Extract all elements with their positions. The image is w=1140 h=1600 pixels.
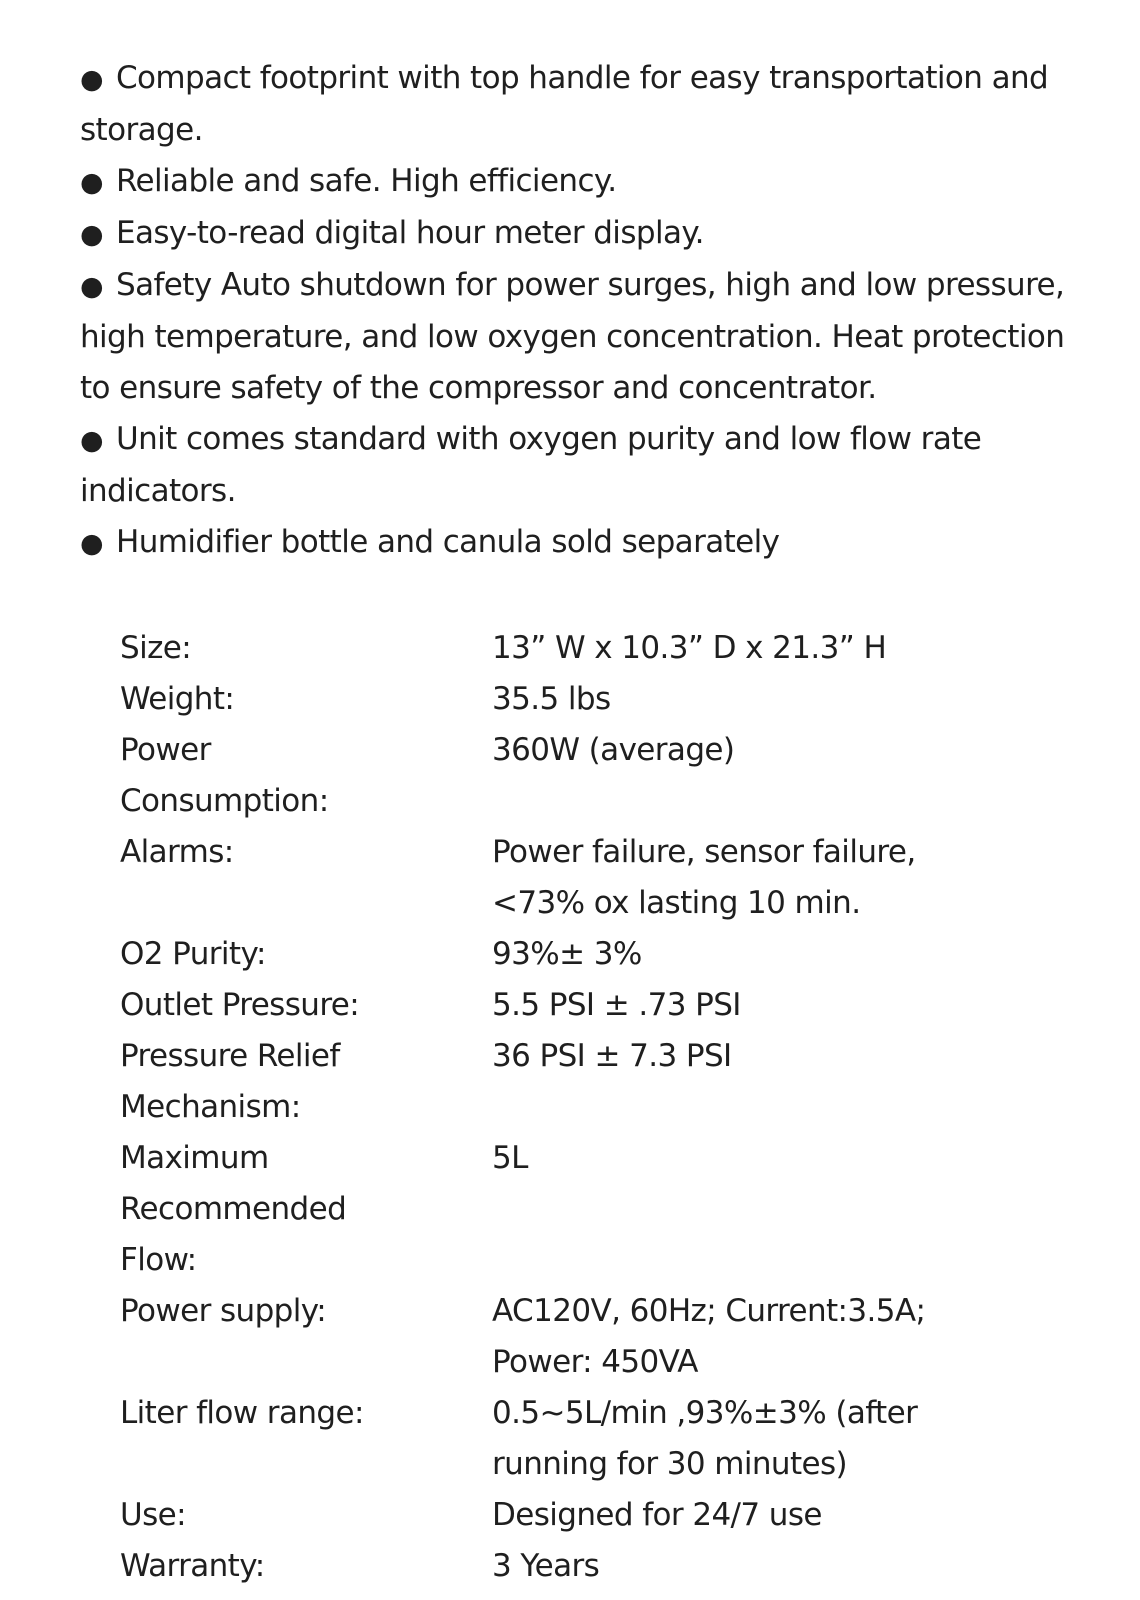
spec-row <box>120 929 962 980</box>
feature-list <box>80 53 1080 569</box>
spec-label: Power supply: <box>120 1293 327 1329</box>
feature-item <box>80 517 1080 569</box>
spec-row <box>120 1388 962 1490</box>
spec-label: Power Consumption: <box>120 732 329 819</box>
specifications-table <box>120 623 962 1592</box>
spec-row <box>120 1286 962 1388</box>
spec-label: Maximum Recommended Flow: <box>120 1140 347 1278</box>
feature-item <box>80 414 1080 517</box>
feature-text: Compact footprint with top handle for easy transportation and storage. <box>80 60 1049 148</box>
spec-value: 5L <box>492 1140 528 1176</box>
spec-row <box>120 1541 962 1592</box>
bullet-icon: ● <box>80 528 103 559</box>
spec-value: Designed for 24/7 use <box>492 1497 822 1533</box>
feature-item <box>80 53 1080 156</box>
feature-text: Safety Auto shutdown for power surges, high and low pressure, high temperature, and low oxygen concentration. Heat protection to ensure safety of the compressor and concentrator. <box>80 267 1065 406</box>
bullet-icon: ● <box>80 219 103 250</box>
spec-row <box>120 1490 962 1541</box>
spec-row <box>120 1133 962 1286</box>
spec-row <box>120 980 962 1031</box>
spec-row <box>120 1031 962 1133</box>
spec-label: Outlet Pressure: <box>120 987 360 1023</box>
spec-label: Weight: <box>120 681 235 717</box>
bullet-icon: ● <box>80 271 103 302</box>
spec-label: Pressure Relief Mechanism: <box>120 1038 340 1125</box>
product-description <box>80 53 1080 1592</box>
spec-row <box>120 674 962 725</box>
feature-item <box>80 156 1080 208</box>
spec-value: 13” W x 10.3” D x 21.3” H <box>492 630 887 666</box>
spec-value: 93%± 3% <box>492 936 642 972</box>
spec-value: 35.5 lbs <box>492 681 611 717</box>
spec-value: Power failure, sensor failure, <73% ox lasting 10 min. <box>492 834 916 921</box>
spec-value: 0.5~5L/min ,93%±3% (after running for 30 minutes) <box>492 1395 918 1482</box>
spec-value: 3 Years <box>492 1548 600 1584</box>
feature-item <box>80 208 1080 260</box>
spec-label: Liter flow range: <box>120 1395 364 1431</box>
spec-label: O2 Purity: <box>120 936 266 972</box>
feature-text: Unit comes standard with oxygen purity and low flow rate indicators. <box>80 421 982 509</box>
spec-row <box>120 725 962 827</box>
spec-value: 360W (average) <box>492 732 735 768</box>
spec-label: Alarms: <box>120 834 234 870</box>
feature-text: Humidifier bottle and canula sold separately <box>116 524 780 560</box>
feature-text: Easy-to-read digital hour meter display. <box>116 215 704 251</box>
spec-value: 5.5 PSI ± .73 PSI <box>492 987 741 1023</box>
spec-value: AC120V, 60Hz; Current:3.5A; Power: 450VA <box>492 1293 926 1380</box>
spec-row <box>120 623 962 674</box>
spec-value: 36 PSI ± 7.3 PSI <box>492 1038 732 1074</box>
feature-text: Reliable and safe. High efficiency. <box>116 163 617 199</box>
feature-item <box>80 260 1080 414</box>
bullet-icon: ● <box>80 167 103 198</box>
spec-label: Use: <box>120 1497 186 1533</box>
spec-row <box>120 827 962 929</box>
spec-label: Warranty: <box>120 1548 265 1584</box>
spec-label: Size: <box>120 630 192 666</box>
bullet-icon: ● <box>80 64 103 95</box>
bullet-icon: ● <box>80 425 103 456</box>
